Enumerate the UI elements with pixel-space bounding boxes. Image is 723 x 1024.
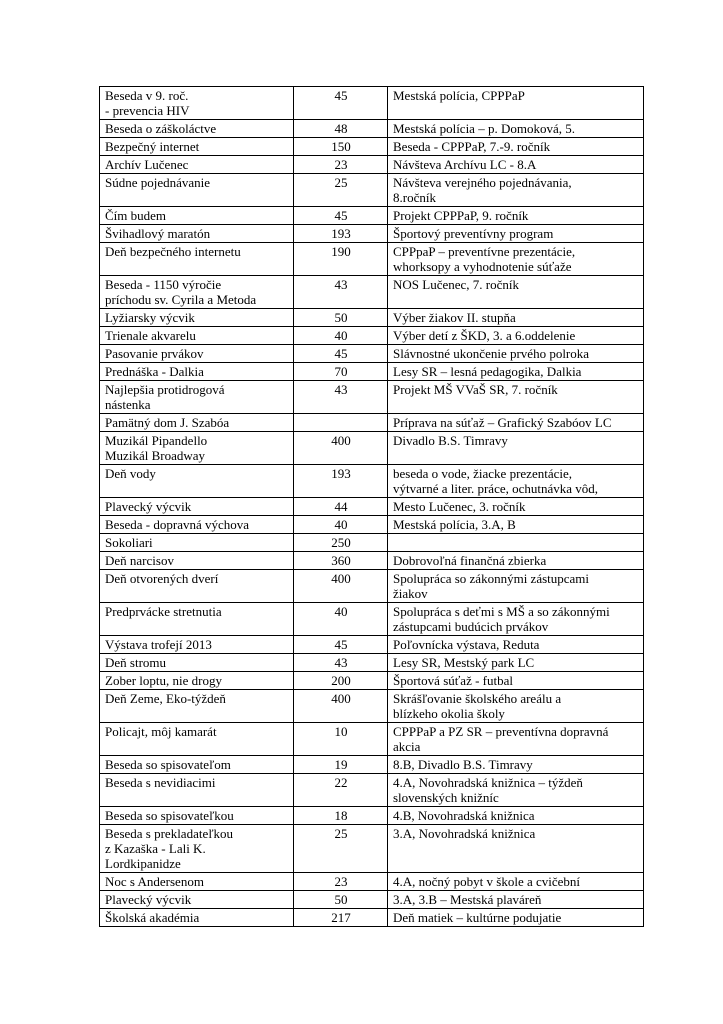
table-row [100,909,644,927]
participants-cell: 40 [294,327,388,345]
activity-cell: Sokoliari [100,534,294,552]
note-cell: beseda o vode, žiacke prezentácie, výtvarné a liter. práce, ochutnávka vôd, [388,465,644,498]
participants-cell: 18 [294,807,388,825]
note-cell: Mestská polícia, 3.A, B [388,516,644,534]
table-row [100,672,644,690]
table-row [100,774,644,807]
participants-cell: 23 [294,873,388,891]
note-cell: Lesy SR – lesná pedagogika, Dalkia [388,363,644,381]
note-cell: Lesy SR, Mestský park LC [388,654,644,672]
table-row [100,465,644,498]
activity-cell: Beseda so spisovateľom [100,756,294,774]
table-row [100,414,644,432]
activity-cell: Policajt, môj kamarát [100,723,294,756]
participants-cell: 45 [294,345,388,363]
participants-cell: 50 [294,309,388,327]
table-row [100,156,644,174]
activity-cell: Pamätný dom J. Szabóa [100,414,294,432]
table-row [100,534,644,552]
note-cell: Výber detí z ŠKD, 3. a 6.oddelenie [388,327,644,345]
participants-cell: 23 [294,156,388,174]
table-row [100,87,644,120]
table-row [100,207,644,225]
participants-cell: 360 [294,552,388,570]
activity-cell: Predprvácke stretnutia [100,603,294,636]
table-row [100,225,644,243]
table-row [100,309,644,327]
table-row [100,723,644,756]
table-row [100,498,644,516]
activity-cell: Deň otvorených dverí [100,570,294,603]
participants-cell: 217 [294,909,388,927]
table-row [100,345,644,363]
participants-cell: 19 [294,756,388,774]
participants-cell: 193 [294,225,388,243]
table-row [100,690,644,723]
activity-cell: Deň Zeme, Eko-týždeň [100,690,294,723]
note-cell: Skrášľovanie školského areálu a blízkeho okolia školy [388,690,644,723]
note-cell: Poľovnícka výstava, Reduta [388,636,644,654]
participants-cell: 193 [294,465,388,498]
table-row [100,516,644,534]
participants-cell: 45 [294,636,388,654]
activity-cell: Beseda so spisovateľkou [100,807,294,825]
activity-cell: Beseda - 1150 výročie príchodu sv. Cyrila a Metoda [100,276,294,309]
note-cell: Príprava na súťaž – Grafický Szabóov LC [388,414,644,432]
table-row [100,570,644,603]
note-cell: NOS Lučenec, 7. ročník [388,276,644,309]
table-row [100,873,644,891]
table-row [100,174,644,207]
activity-cell: Beseda o záškoláctve [100,120,294,138]
note-cell: Spolupráca so zákonnými zástupcami žiakov [388,570,644,603]
participants-cell: 250 [294,534,388,552]
participants-cell: 45 [294,207,388,225]
note-cell: 8.B, Divadlo B.S. Timravy [388,756,644,774]
activity-cell: Archív Lučenec [100,156,294,174]
activity-cell: Súdne pojednávanie [100,174,294,207]
note-cell: Deň matiek – kultúrne podujatie [388,909,644,927]
table-row [100,654,644,672]
activity-cell: Deň bezpečného internetu [100,243,294,276]
activity-cell: Švihadlový maratón [100,225,294,243]
activity-cell: Lyžiarsky výcvik [100,309,294,327]
activity-cell: Pasovanie prvákov [100,345,294,363]
table-row [100,276,644,309]
table-row [100,120,644,138]
activity-cell: Beseda s prekladateľkou z Kazaška - Lali K. Lordkipanidze [100,825,294,873]
activity-cell: Beseda s nevidiacimi [100,774,294,807]
note-cell: Dobrovoľná finančná zbierka [388,552,644,570]
activity-cell: Deň vody [100,465,294,498]
activity-cell: Školská akadémia [100,909,294,927]
table-row [100,381,644,414]
participants-cell: 25 [294,174,388,207]
participants-cell: 190 [294,243,388,276]
table-row [100,825,644,873]
participants-cell: 400 [294,432,388,465]
table-row [100,891,644,909]
note-cell: 4.A, Novohradská knižnica – týždeň slovenských knižníc [388,774,644,807]
activity-cell: Trienale akvarelu [100,327,294,345]
participants-cell: 40 [294,516,388,534]
note-cell: Návšteva verejného pojednávania, 8.ročník [388,174,644,207]
note-cell: Projekt MŠ VVaŠ SR, 7. ročník [388,381,644,414]
note-cell: 3.A, 3.B – Mestská plaváreň [388,891,644,909]
table-row [100,327,644,345]
participants-cell: 400 [294,570,388,603]
table-body [100,87,644,927]
note-cell: Mestská polícia, CPPPaP [388,87,644,120]
participants-cell: 43 [294,654,388,672]
participants-cell: 45 [294,87,388,120]
note-cell: Mesto Lučenec, 3. ročník [388,498,644,516]
note-cell: Projekt CPPPaP, 9. ročník [388,207,644,225]
activity-cell: Beseda v 9. roč. - prevencia HIV [100,87,294,120]
activity-cell: Muzikál Pipandello Muzikál Broadway [100,432,294,465]
participants-cell: 25 [294,825,388,873]
activity-cell: Beseda - dopravná výchova [100,516,294,534]
activity-cell: Deň narcisov [100,552,294,570]
table-row [100,243,644,276]
table-row [100,432,644,465]
note-cell: Divadlo B.S. Timravy [388,432,644,465]
table-row [100,636,644,654]
activity-cell: Plavecký výcvik [100,498,294,516]
activity-cell: Plavecký výcvik [100,891,294,909]
activities-table [99,86,644,927]
note-cell: Športová súťaž - futbal [388,672,644,690]
note-cell: Mestská polícia – p. Domoková, 5. [388,120,644,138]
activity-cell: Čím budem [100,207,294,225]
participants-cell [294,414,388,432]
note-cell [388,534,644,552]
note-cell: Slávnostné ukončenie prvého polroka [388,345,644,363]
note-cell: CPPPaP a PZ SR – preventívna dopravná akcia [388,723,644,756]
note-cell: Návšteva Archívu LC - 8.A [388,156,644,174]
participants-cell: 70 [294,363,388,381]
table-row [100,552,644,570]
participants-cell: 50 [294,891,388,909]
activity-cell: Zober loptu, nie drogy [100,672,294,690]
table-row [100,807,644,825]
participants-cell: 10 [294,723,388,756]
participants-cell: 43 [294,381,388,414]
note-cell: 4.A, nočný pobyt v škole a cvičební [388,873,644,891]
table-row [100,603,644,636]
note-cell: Spolupráca s deťmi s MŠ a so zákonnými zástupcami budúcich prvákov [388,603,644,636]
participants-cell: 44 [294,498,388,516]
activity-cell: Deň stromu [100,654,294,672]
activity-cell: Výstava trofejí 2013 [100,636,294,654]
note-cell: 3.A, Novohradská knižnica [388,825,644,873]
note-cell: Športový preventívny program [388,225,644,243]
activity-cell: Bezpečný internet [100,138,294,156]
table-row [100,138,644,156]
activity-cell: Prednáška - Dalkia [100,363,294,381]
participants-cell: 22 [294,774,388,807]
note-cell: 4.B, Novohradská knižnica [388,807,644,825]
participants-cell: 48 [294,120,388,138]
participants-cell: 43 [294,276,388,309]
activity-cell: Noc s Andersenom [100,873,294,891]
note-cell: CPPpaP – preventívne prezentácie, whorksopy a vyhodnotenie súťaže [388,243,644,276]
participants-cell: 200 [294,672,388,690]
participants-cell: 40 [294,603,388,636]
participants-cell: 150 [294,138,388,156]
participants-cell: 400 [294,690,388,723]
table-row [100,363,644,381]
table-row [100,756,644,774]
activity-cell: Najlepšia protidrogová nástenka [100,381,294,414]
note-cell: Beseda - CPPPaP, 7.-9. ročník [388,138,644,156]
note-cell: Výber žiakov II. stupňa [388,309,644,327]
